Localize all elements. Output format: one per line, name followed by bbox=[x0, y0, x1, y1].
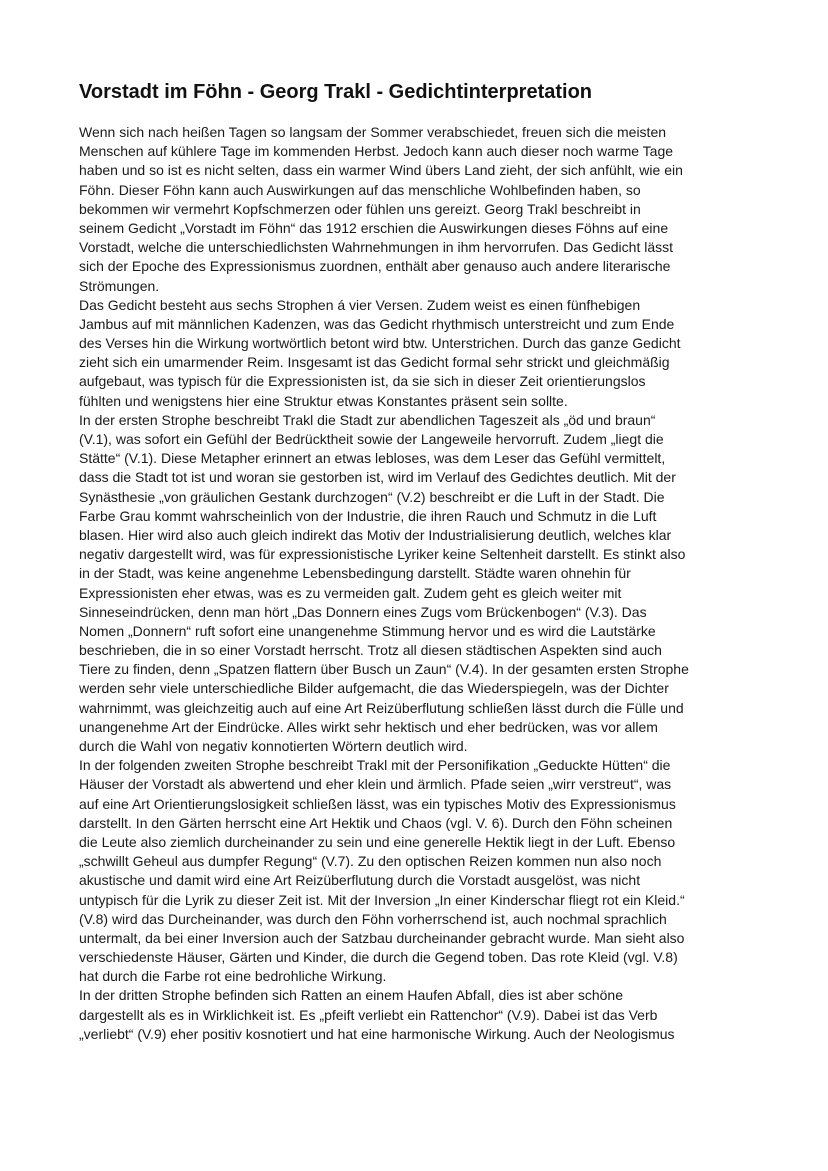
text-line: Tiere zu finden, denn „Spatzen flattern über Busch un Zaun“ (V.4). In der gesamten ersten Strophe bbox=[79, 661, 689, 678]
text-line: Expressionisten eher etwas, was es zu vermeiden galt. Zudem geht es gleich weiter mit bbox=[79, 584, 622, 601]
text-line: dargestellt als es in Wirklichkeit ist. Es „pfeift verliebt ein Rattenchor“ (V.9). Dabei ist das Verb bbox=[79, 1006, 658, 1023]
text-line: Stätte“ (V.1). Diese Metapher erinnert an etwas lebloses, was dem Leser das Gefühl vermittelt, bbox=[79, 450, 666, 467]
text-line: fühlten und wenigstens hier eine Struktur etwas Konstantes präsent sein sollte. bbox=[79, 392, 568, 409]
text-line: negativ dargestellt wird, was für expressionistische Lyriker keine Seltenheit darstellt. Es stinkt also bbox=[79, 546, 686, 563]
text-line: hat durch die Farbe rot eine bedrohliche Wirkung. bbox=[79, 968, 387, 985]
text-line: sich der Epoche des Expressionismus zuordnen, enthält aber genauso auch andere literarische bbox=[79, 258, 671, 275]
text-line: des Verses hin die Wirkung wortwörtlich betont wird btw. Unterstrichen. Durch das ganze Gedicht bbox=[79, 335, 681, 352]
text-line: Sinneseindrücken, denn man hört „Das Donnern eines Zugs vom Brückenbogen“ (V.3). Das bbox=[79, 603, 647, 620]
text-line: In der folgenden zweiten Strophe beschreibt Trakl mit der Personifikation „Geduckte Hütten“ die bbox=[79, 757, 671, 774]
text-line: dass die Stadt tot ist und woran sie gestorben ist, wird im Verlauf des Gedichtes deutlich. Mit der bbox=[79, 469, 676, 486]
text-line: haben und so ist es nicht selten, dass ein warmer Wind übers Land zieht, der sich anfühlt, wie ein bbox=[79, 162, 683, 179]
text-line: untypisch für die Lyrik zu dieser Zeit ist. Mit der Inversion „In einer Kinderschar fliegt rot ein Kleid.“ bbox=[79, 891, 685, 908]
text-line: seinem Gedicht „Vorstadt im Föhn“ das 1912 erschien die Auswirkungen dieses Föhns auf eine bbox=[79, 219, 669, 236]
text-line: beschrieben, die in so einer Vorstadt herrscht. Trotz all diesen städtischen Aspekten sind auch bbox=[79, 642, 662, 659]
text-line: Föhn. Dieser Föhn kann auch Auswirkungen auf das menschliche Wohlbefinden haben, so bbox=[79, 181, 641, 198]
text-line: Menschen auf kühlere Tage im kommenden Herbst. Jedoch kann auch dieser noch warme Tage bbox=[79, 143, 674, 160]
text-line: bekommen wir vermehrt Kopfschmerzen oder fühlen uns gereizt. Georg Trakl beschreibt in bbox=[79, 200, 641, 217]
text-line: (V.1), was sofort ein Gefühl der Bedrücktheit sowie der Langeweile hervorruft. Zudem „liegt die bbox=[79, 431, 664, 447]
text-line: untermalt, da bei einer Inversion auch der Satzbau durcheinander gebracht wurde. Man sieht also bbox=[79, 929, 685, 946]
text-line: Wenn sich nach heißen Tagen so langsam der Sommer verabschiedet, freuen sich die meisten bbox=[79, 124, 667, 140]
text-line: darstellt. In den Gärten herrscht eine Art Hektik und Chaos (vgl. V. 6). Durch den Föhn scheinen bbox=[79, 814, 673, 831]
text-line: Strömungen. bbox=[79, 277, 160, 294]
text-line: aufgebaut, was typisch für die Expressionisten ist, da sie sich in dieser Zeit orientierungslos bbox=[79, 373, 646, 390]
text-line: In der ersten Strophe beschreibt Trakl die Stadt zur abendlichen Tageszeit als „öd und braun“ bbox=[79, 411, 656, 428]
document-title: Vorstadt im Föhn - Georg Trakl - Gedichtinterpretation bbox=[79, 81, 593, 103]
text-line: werden sehr viele unterschiedliche Bilder aufgemacht, die das Wiederspiegeln, was der Dichter bbox=[79, 680, 669, 697]
text-line: unangenehme Art der Eindrücke. Alles wirkt sehr hektisch und eher bedrücken, was vor allem bbox=[79, 718, 658, 735]
document-body bbox=[79, 123, 759, 1044]
text-line: Das Gedicht besteht aus sechs Strophen á vier Versen. Zudem weist es einen fünfhebigen bbox=[79, 296, 641, 313]
text-line: Nomen „Donnern“ ruft sofort eine unangenehme Stimmung hervor und es wird die Lautstärke bbox=[79, 622, 656, 639]
text-line: auf eine Art Orientierungslosigkeit schließen lässt, was ein typisches Motiv des Expressionismus bbox=[79, 795, 676, 812]
text-line: in der Stadt, was keine angenehme Lebensbedingung darstellt. Städte waren ohnehin für bbox=[79, 565, 631, 582]
text-line: durch die Wahl von negativ konnotierten Wörtern deutlich wird. bbox=[79, 738, 468, 754]
text-line: Synästhesie „von gräulichen Gestank durchzogen“ (V.2) beschreibt er die Luft in der Stadt. Die bbox=[79, 488, 665, 505]
text-line: die Leute also ziemlich durcheinander zu sein und eine generelle Hektik liegt in der Luft. Ebenso bbox=[79, 833, 676, 850]
text-line: verschiedenste Häuser, Gärten und Kinder, die durch die Gegend toben. Das rote Kleid (vgl. V.8) bbox=[79, 949, 678, 966]
text-line: „schwillt Geheul aus dumpfer Regung“ (V.7). Zu den optischen Reizen kommen nun also noch bbox=[79, 853, 662, 870]
text-line: zieht sich ein umarmender Reim. Insgesamt ist das Gedicht formal sehr strickt und gleichmäßig bbox=[79, 354, 670, 371]
text-line: (V.8) wird das Durcheinander, was durch den Föhn vorherrschend ist, auch nochmal sprachlich bbox=[79, 910, 667, 927]
text-line: Jambus auf mit männlichen Kadenzen, was das Gedicht rhythmisch unterstreicht und zum Ende bbox=[79, 315, 675, 332]
text-line: In der dritten Strophe befinden sich Ratten an einem Haufen Abfall, dies ist aber schöne bbox=[79, 987, 624, 1004]
text-line: wahrnimmt, was gleichzeitig auch auf eine Art Reizüberflutung schließen lässt durch die Fülle und bbox=[79, 699, 684, 716]
text-line: akustische und damit wird eine Art Reizüberflutung durch die Vorstadt ausgelöst, was nicht bbox=[79, 872, 641, 889]
text-line: blasen. Hier wird also auch gleich indirekt das Motiv der Industrialisierung deutlich, welches klar bbox=[79, 526, 672, 543]
text-line: Häuser der Vorstadt als abwertend und eher klein und ärmlich. Pfade seien „wirr verstreut“, was bbox=[79, 776, 672, 793]
text-line: Farbe Grau kommt wahrscheinlich von der Industrie, die ihren Rauch und Schmutz in die Luft bbox=[79, 507, 657, 524]
text-line: Vorstadt, welche die unterschiedlichsten Wahrnehmungen in ihm hervorrufen. Das Gedicht lässt bbox=[79, 239, 674, 256]
text-line: „verliebt“ (V.9) eher positiv kosnotiert und hat eine harmonische Wirkung. Auch der Neologismus bbox=[79, 1025, 675, 1042]
